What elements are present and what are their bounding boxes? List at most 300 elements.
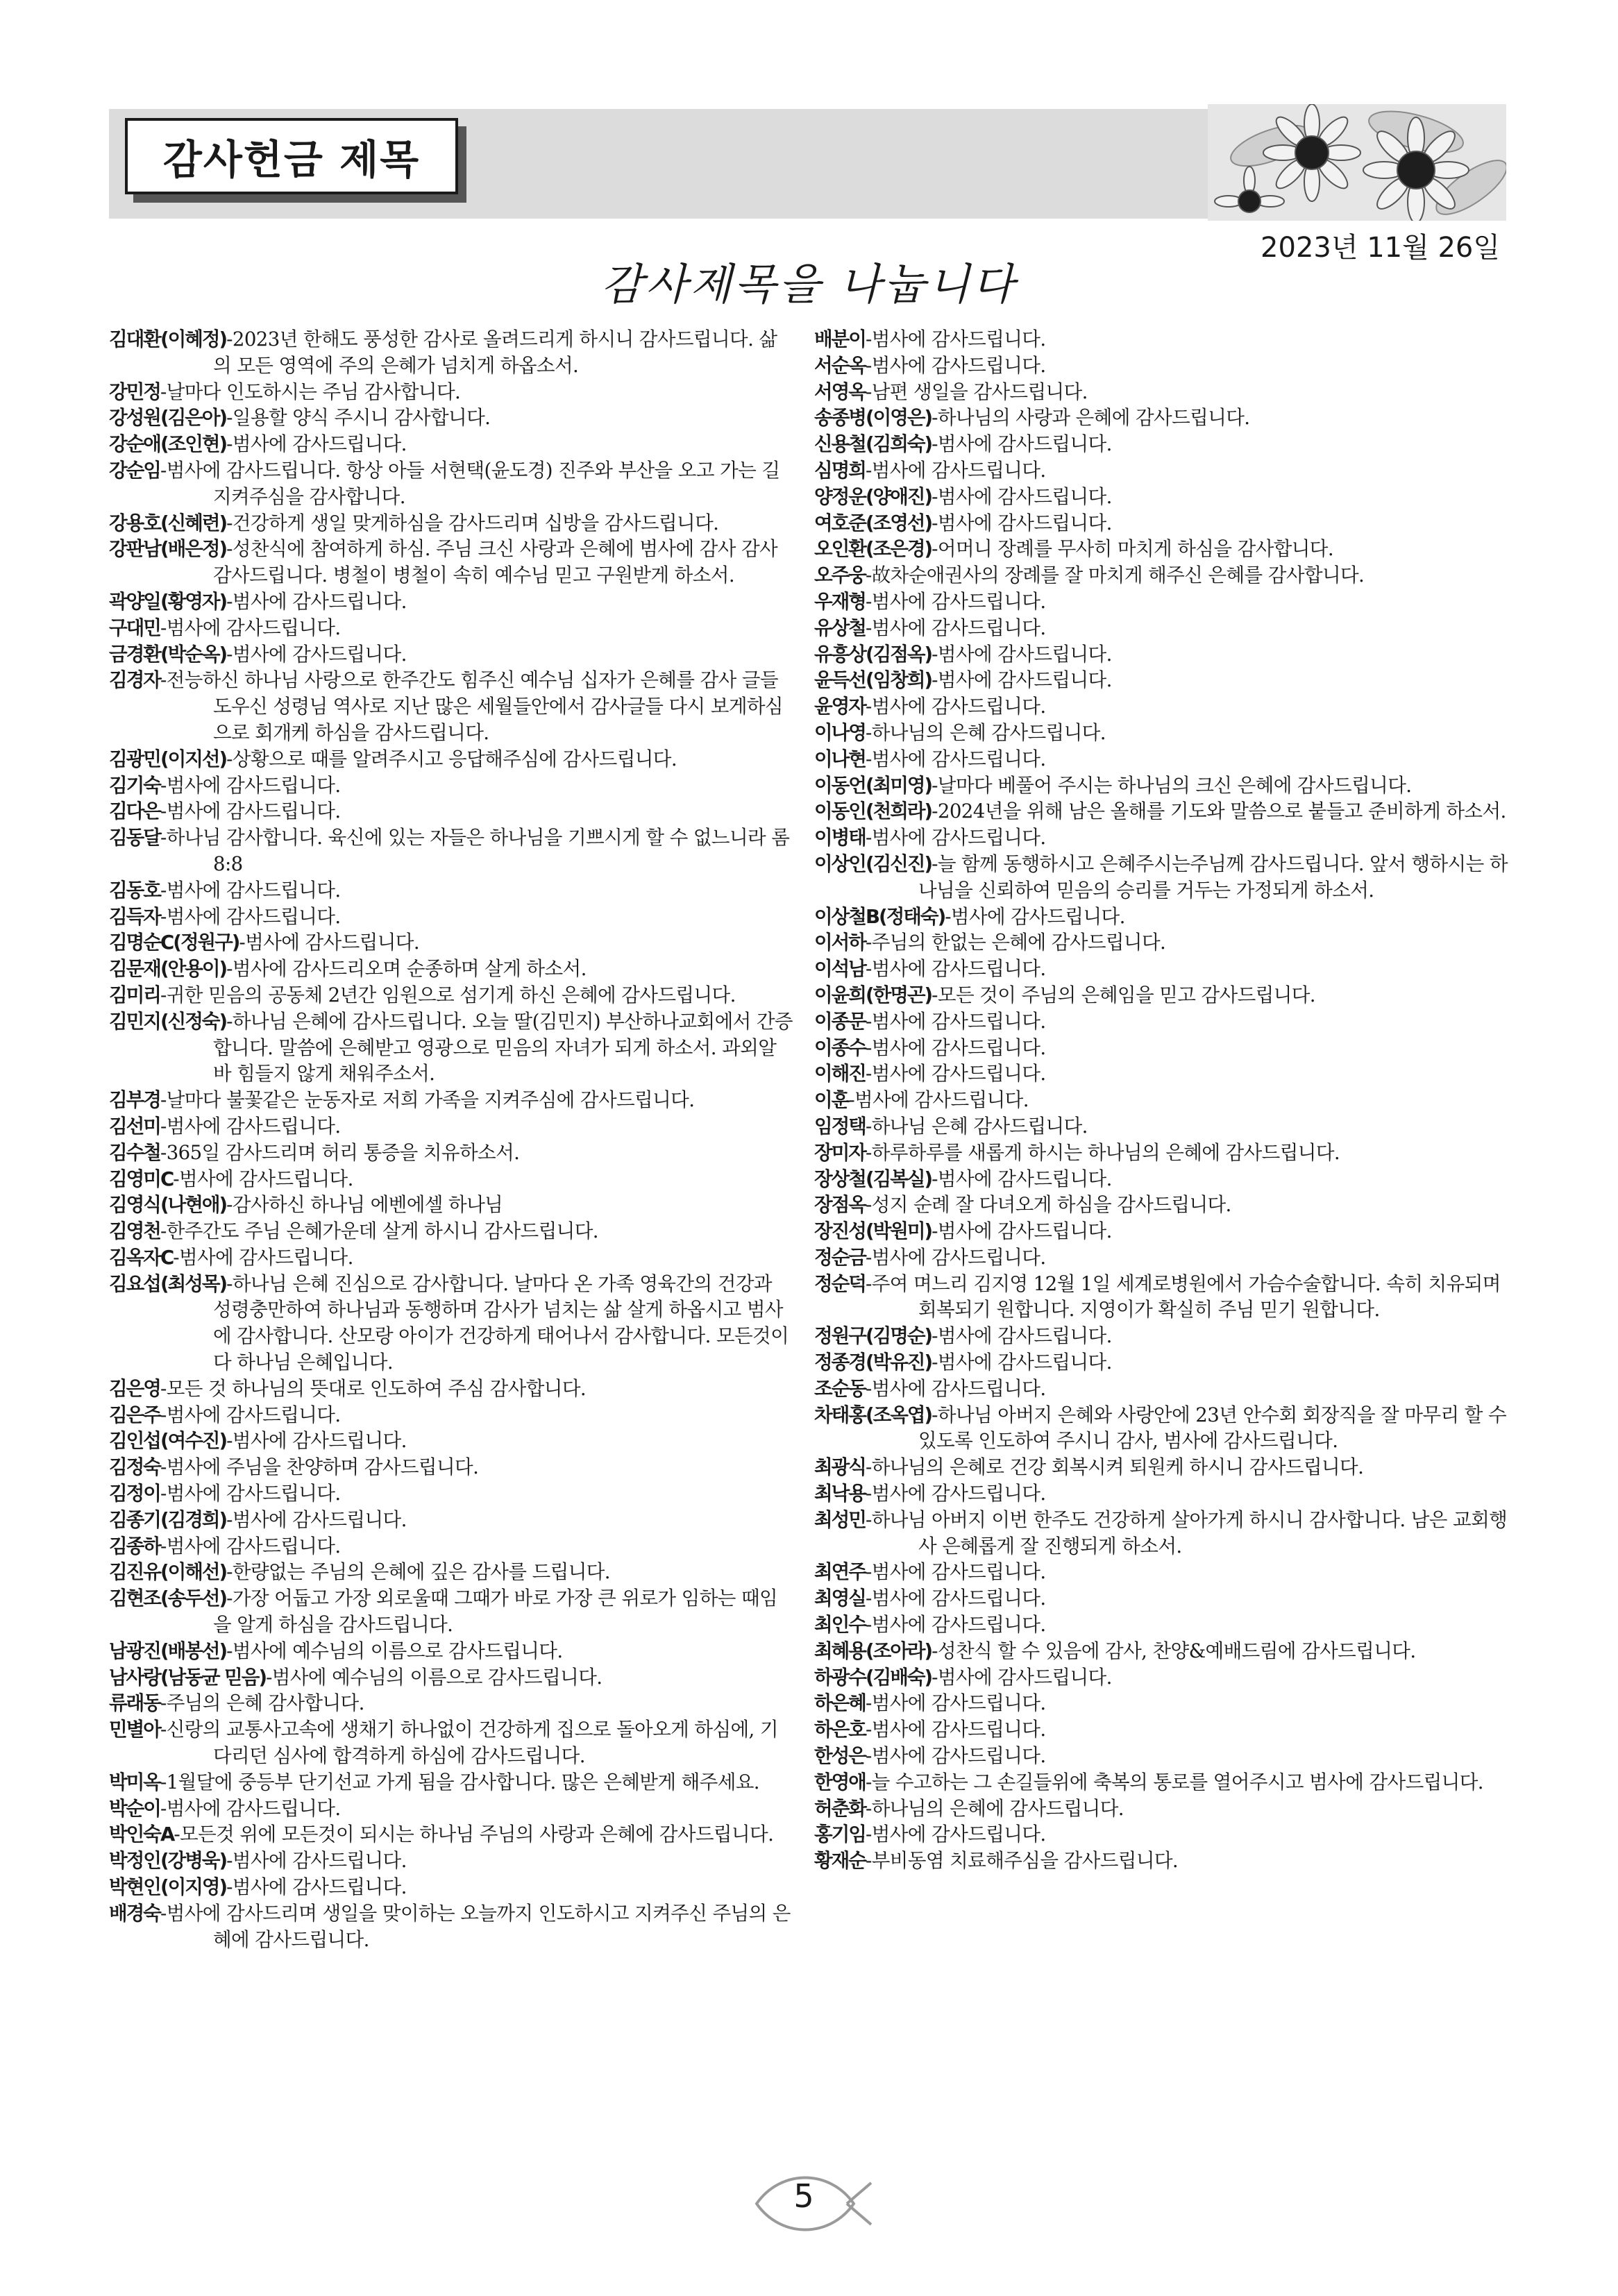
- donor-name: 정순금: [814, 1245, 866, 1269]
- thanksgiving-entry: [109, 536, 793, 589]
- thanksgiving-entry: [109, 1585, 793, 1638]
- bulletin-date: 2023년 11월 26일: [1261, 232, 1500, 264]
- donor-name: 김동달: [109, 826, 160, 850]
- donor-name: 김옥자C: [109, 1245, 174, 1269]
- section-heading: 감사제목을 나눕니다: [601, 259, 1017, 310]
- thanksgiving-entry: [814, 1008, 1508, 1035]
- thanksgiving-entry: [814, 405, 1508, 431]
- thanksgiving-text: -범사에 감사드립니다.: [160, 878, 341, 902]
- thanksgiving-entry: [814, 1690, 1508, 1716]
- donor-name: 김종기(김경희): [109, 1508, 227, 1531]
- thanksgiving-entry: [814, 1140, 1508, 1166]
- thanksgiving-text: -범사에 감사드립니다.: [160, 1482, 341, 1505]
- thanksgiving-text: -범사에 주님을 찬양하며 감사드립니다.: [160, 1455, 479, 1479]
- thanksgiving-entry: [109, 1087, 793, 1113]
- donor-name: 남사랑(남동균 믿음): [109, 1665, 267, 1689]
- donor-name: 김현조(송두선): [109, 1587, 227, 1610]
- thanksgiving-text: -범사에 감사드립니다.: [865, 957, 1046, 981]
- thanksgiving-text: -범사에 감사드립니다.: [865, 616, 1046, 639]
- thanksgiving-text: -성찬식 할 수 있음에 감사, 찬양&예배드림에 감사드립니다.: [932, 1639, 1416, 1662]
- thanksgiving-text: -범사에 감사드립니다.: [865, 1036, 1046, 1059]
- donor-name: 김진유(이해선): [109, 1560, 227, 1584]
- donor-name: 최영실: [814, 1587, 866, 1610]
- thanksgiving-text: -하나님 은혜에 감사드립니다. 오늘 딸(김민지) 부산하나교회에서 간증합니다. 말씀에 은혜받고 영광으로 믿음의 자녀가 되게 하소서. 과외알바 힘들지 않게 채워주소서.: [213, 1009, 793, 1086]
- donor-name: 곽양일(황영자): [109, 589, 227, 613]
- donor-name: 최광식: [814, 1455, 866, 1479]
- thanksgiving-text: -모든 것이 주님의 은혜임을 믿고 감사드립니다.: [932, 983, 1315, 1006]
- thanksgiving-entry: [814, 929, 1508, 956]
- donor-name: 장점옥: [814, 1193, 866, 1217]
- donor-name: 김요섭(최성목): [109, 1272, 227, 1295]
- donor-name: 김민지(신정숙): [109, 1009, 227, 1033]
- donor-name: 이훈: [814, 1088, 849, 1112]
- thanksgiving-text: -범사에 감사드립니다.: [226, 1849, 407, 1873]
- thanksgiving-entry: [109, 1166, 793, 1192]
- thanksgiving-entry: [109, 1821, 793, 1848]
- thanksgiving-entry: [814, 693, 1508, 720]
- thanksgiving-text: -성지 순례 잘 다녀오게 하심을 감사드립니다.: [865, 1193, 1231, 1217]
- donor-name: 김정이: [109, 1482, 160, 1505]
- donor-name: 강순애(조인현): [109, 432, 227, 456]
- thanksgiving-entry: [814, 1480, 1508, 1507]
- thanksgiving-text: -범사에 감사드립니다.: [865, 1009, 1046, 1033]
- thanksgiving-text: -전능하신 하나님 사랑으로 한주간도 힘주신 예수님 십자가 은혜를 감사 글들 도우신 성령님 역사로 지난 많은 세월들안에서 감사글들 다시 보게하심으로 회개케 하심을 감사드립니다.: [160, 668, 783, 744]
- thanksgiving-text: -주여 며느리 김지영 12월 1일 세계로병원에서 가슴수술합니다. 속히 치유되며 회복되기 원합니다. 지영이가 확실히 주님 믿기 원합니다.: [865, 1272, 1501, 1322]
- donor-name: 하광수(김배숙): [814, 1665, 932, 1689]
- thanksgiving-text: -범사에 예수님의 이름으로 감사드립니다.: [266, 1665, 602, 1689]
- donor-name: 박순이: [109, 1796, 160, 1820]
- donor-name: 남광진(배봉선): [109, 1639, 227, 1662]
- donor-name: 최혜용(조아라): [814, 1639, 932, 1662]
- donor-name: 김정숙: [109, 1455, 160, 1479]
- donor-name: 김종하: [109, 1534, 160, 1558]
- thanksgiving-text: -범사에 감사드립니다.: [865, 1823, 1046, 1846]
- donor-name: 홍기임: [814, 1823, 866, 1846]
- thanksgiving-text: -범사에 감사드립니다.: [160, 1114, 341, 1138]
- thanksgiving-text: -범사에 감사드립니다.: [865, 353, 1046, 377]
- thanksgiving-entry: [109, 405, 793, 431]
- donor-name: 강성원(김은아): [109, 406, 227, 430]
- donor-name: 김수철: [109, 1140, 160, 1164]
- donor-name: 금경환(박순옥): [109, 642, 227, 666]
- thanksgiving-entry: [109, 1140, 793, 1166]
- donor-name: 김은영: [109, 1376, 160, 1400]
- thanksgiving-text: -범사에 감사드립니다.: [160, 1403, 341, 1426]
- thanksgiving-entry: [814, 1507, 1508, 1560]
- donor-name: 이서하: [814, 931, 866, 954]
- thanksgiving-entry: [109, 1638, 793, 1664]
- thanksgiving-text: -늘 함께 동행하시고 은혜주시는주님께 감사드립니다. 앞서 행하시는 하나님을 신뢰하여 믿음의 승리를 거두는 가정되게 하소서.: [918, 852, 1508, 902]
- thanksgiving-entry: [814, 720, 1508, 746]
- thanksgiving-text: -하나님 감사합니다. 육신에 있는 자들은 하나님을 기쁘시게 할 수 없느니라 롬 8:8: [160, 826, 790, 875]
- thanksgiving-text: -건강하게 생일 맞게하심을 감사드리며 십방을 감사드립니다.: [226, 511, 719, 534]
- thanksgiving-entry: [814, 1192, 1508, 1218]
- thanksgiving-text: -범사에 감사드립니다.: [865, 1691, 1046, 1715]
- thanksgiving-entry: [109, 1113, 793, 1140]
- thanksgiving-text: -범사에 감사드립니다.: [865, 589, 1046, 613]
- thanksgiving-entry: [109, 1192, 793, 1218]
- donor-name: 강민정: [109, 380, 160, 403]
- thanksgiving-text: -범사에 감사드립니다.: [160, 1534, 341, 1558]
- thanksgiving-text: -주님의 한없는 은혜에 감사드립니다.: [865, 931, 1166, 954]
- sunflower-illustration: [1208, 104, 1506, 221]
- thanksgiving-entry: [814, 1402, 1508, 1455]
- thanksgiving-entry: [814, 746, 1508, 773]
- page-number: 5: [793, 2177, 814, 2215]
- donor-name: 여호준(조영선): [814, 511, 932, 534]
- thanksgiving-entry: [109, 431, 793, 457]
- donor-name: 최연주: [814, 1560, 866, 1584]
- thanksgiving-text: -범사에 감사드립니다.: [865, 826, 1046, 850]
- thanksgiving-text: -하나님 아버지 이번 한주도 건강하게 살아가게 하시니 감사합니다. 남은 교회행사 은혜롭게 잘 진행되게 하소서.: [865, 1508, 1508, 1558]
- donor-name: 서영옥: [814, 380, 866, 403]
- thanksgiving-text: -범사에 감사드립니다.: [160, 1796, 341, 1820]
- donor-name: 최낙용: [814, 1482, 866, 1505]
- donor-name: 하은호: [814, 1718, 866, 1741]
- donor-name: 강판남(배은정): [109, 537, 227, 561]
- thanksgiving-text: -성찬식에 참여하게 하심. 주님 크신 사랑과 은혜에 범사에 감사 감사 감사드립니다. 병철이 병철이 속히 예수님 믿고 구원받게 하소서.: [213, 537, 778, 587]
- thanksgiving-entry: [814, 1166, 1508, 1192]
- thanksgiving-entry: [814, 1612, 1508, 1638]
- thanksgiving-entry: [814, 1244, 1508, 1271]
- thanksgiving-text: -가장 어둡고 가장 외로울때 그때가 바로 가장 큰 위로가 임하는 때임을 알게 하심을 감사드립니다.: [213, 1587, 778, 1637]
- thanksgiving-entry: [814, 1113, 1508, 1140]
- donor-name: 이병태: [814, 826, 866, 850]
- thanksgiving-text: -범사에 감사드립니다.: [932, 432, 1112, 456]
- donor-name: 이윤희(한명곤): [814, 983, 932, 1006]
- thanksgiving-text: -범사에 감사드립니다.: [865, 1482, 1046, 1505]
- thanksgiving-text: -날마다 베풀어 주시는 하나님의 크신 은혜에 감사드립니다.: [932, 773, 1412, 797]
- donor-name: 구대민: [109, 616, 160, 639]
- thanksgiving-text: -365일 감사드리며 허리 통증을 치유하소서.: [160, 1140, 520, 1164]
- thanksgiving-text: -남편 생일을 감사드립니다.: [865, 380, 1088, 403]
- thanksgiving-entry: [109, 379, 793, 405]
- thanksgiving-text: -주님의 은혜 감사합니다.: [160, 1691, 364, 1715]
- thanksgiving-text: -범사에 감사드립니다.: [865, 458, 1046, 482]
- donor-name: 이나현: [814, 747, 866, 770]
- thanksgiving-entry: [814, 1821, 1508, 1848]
- thanksgiving-text: -날마다 인도하시는 주님 감사합니다.: [160, 380, 461, 403]
- thanksgiving-text: -범사에 감사드립니다.: [932, 511, 1112, 534]
- donor-name: 서순옥: [814, 353, 866, 377]
- thanksgiving-text: -감사하신 하나님 에벤에셀 하나님: [226, 1193, 503, 1217]
- thanksgiving-text: -범사에 감사드립니다.: [173, 1245, 353, 1269]
- thanksgiving-text: -어머니 장례를 무사히 마치게 하심을 감사합니다.: [932, 537, 1334, 561]
- thanksgiving-text: -2023년 한해도 풍성한 감사로 올려드리게 하시니 감사드립니다. 삶의 모든 영역에 주의 은혜가 넘치게 하옵소서.: [213, 328, 777, 377]
- donor-name: 박정인(강병욱): [109, 1849, 227, 1873]
- thanksgiving-entry: [814, 536, 1508, 562]
- thanksgiving-text: -범사에 감사드립니다. 항상 아들 서현택(윤도경) 진주와 부산을 오고 가는 길 지켜주심을 감사합니다.: [160, 458, 780, 508]
- donor-name: 김다은: [109, 800, 160, 823]
- donor-name: 정원구(김명순): [814, 1324, 932, 1348]
- donor-name: 이종문: [814, 1009, 866, 1033]
- thanksgiving-entry: [109, 1900, 793, 1953]
- donor-name: 배분이: [814, 328, 866, 351]
- thanksgiving-entry: [814, 1796, 1508, 1822]
- donor-name: 양정운(양애진): [814, 484, 932, 508]
- thanksgiving-entry: [109, 1454, 793, 1480]
- donor-name: 정순덕: [814, 1272, 866, 1295]
- donor-name: 김대환(이혜정): [109, 328, 227, 351]
- thanksgiving-entry: [814, 667, 1508, 693]
- thanksgiving-entry: [814, 326, 1508, 353]
- thanksgiving-text: -범사에 감사드리며 생일을 맞이하는 오늘까지 인도하시고 지켜주신 주님의 은혜에 감사드립니다.: [160, 1901, 791, 1951]
- thanksgiving-text: -범사에 감사드립니다.: [932, 1167, 1112, 1190]
- thanksgiving-entry: [109, 589, 793, 615]
- thanksgiving-entry: [814, 1035, 1508, 1061]
- thanksgiving-entry: [814, 1638, 1508, 1664]
- thanksgiving-text: -1월달에 중등부 단기선교 가게 됨을 감사합니다. 많은 은혜받게 해주세요.: [160, 1770, 759, 1793]
- thanksgiving-entry: [109, 1848, 793, 1874]
- thanksgiving-entry: [109, 1402, 793, 1428]
- donor-name: 유흥상(김점옥): [814, 642, 932, 666]
- donor-name: 이나영: [814, 720, 866, 744]
- thanksgiving-text: -범사에 감사드립니다.: [239, 931, 419, 954]
- thanksgiving-text: -범사에 감사드립니다.: [160, 616, 341, 639]
- donor-name: 이석남: [814, 957, 866, 981]
- donor-name: 김영미C: [109, 1167, 174, 1190]
- thanksgiving-entry: [109, 326, 793, 379]
- donor-name: 우재형: [814, 589, 866, 613]
- thanksgiving-entry: [109, 1559, 793, 1585]
- donor-name: 윤영자: [814, 695, 866, 718]
- thanksgiving-text: -하나님의 은혜 감사드립니다.: [865, 720, 1106, 744]
- donor-name: 허춘화: [814, 1796, 866, 1820]
- thanksgiving-text: -모든 것 하나님의 뜻대로 인도하여 주심 감사합니다.: [160, 1376, 587, 1400]
- thanksgiving-text: -범사에 감사드립니다.: [932, 484, 1112, 508]
- thanksgiving-entry: [814, 1323, 1508, 1349]
- donor-name: 김득자: [109, 904, 160, 928]
- donor-name: 이상인(김신진): [814, 852, 932, 875]
- thanksgiving-text: -범사에 감사드립니다.: [865, 695, 1046, 718]
- thanksgiving-entry: [109, 1533, 793, 1560]
- thanksgiving-entry: [814, 431, 1508, 457]
- donor-name: 김인섭(여수진): [109, 1429, 227, 1453]
- thanksgiving-text: -범사에 감사드립니다.: [865, 747, 1046, 770]
- thanksgiving-entry: [109, 1874, 793, 1900]
- donor-name: 박인숙A: [109, 1823, 174, 1846]
- thanksgiving-text: -범사에 감사드립니다.: [160, 800, 341, 823]
- thanksgiving-text: -범사에 감사드립니다.: [865, 1245, 1046, 1269]
- thanksgiving-text: -범사에 감사드립니다.: [865, 1718, 1046, 1741]
- thanksgiving-entry: [814, 1376, 1508, 1402]
- donor-name: 장상철(김복실): [814, 1167, 932, 1190]
- thanksgiving-text: -한량없는 주님의 은혜에 깊은 감사를 드립니다.: [226, 1560, 610, 1584]
- donor-name: 김광민(이지선): [109, 747, 227, 770]
- donor-name: 김명순C(정원구): [109, 931, 239, 954]
- donor-name: 배경숙: [109, 1901, 160, 1925]
- donor-name: 하은혜: [814, 1691, 866, 1715]
- donor-name: 민별아: [109, 1718, 160, 1741]
- thanksgiving-text: -하나님의 은혜로 건강 회복시켜 퇴원케 하시니 감사드립니다.: [865, 1455, 1364, 1479]
- thanksgiving-entry: [814, 798, 1508, 825]
- thanksgiving-entry: [814, 510, 1508, 537]
- thanksgiving-entry: [109, 510, 793, 537]
- thanksgiving-entry: [814, 1716, 1508, 1743]
- thanksgiving-text: -하나님 은혜 감사드립니다.: [865, 1114, 1088, 1138]
- thanksgiving-text: -故차순애권사의 장례를 잘 마치게 해주신 은혜를 감사합니다.: [865, 564, 1365, 587]
- donor-name: 장미자: [814, 1140, 866, 1164]
- thanksgiving-entry: [814, 1664, 1508, 1691]
- thanksgiving-text: -범사에 감사드립니다.: [865, 1744, 1046, 1768]
- thanksgiving-text: -범사에 감사드립니다.: [848, 1088, 1029, 1112]
- thanksgiving-entry: [814, 1271, 1508, 1324]
- thanksgiving-entry: [814, 641, 1508, 668]
- donor-name: 오인환(조은경): [814, 537, 932, 561]
- thanksgiving-text: -범사에 감사드립니다.: [160, 904, 341, 928]
- thanksgiving-text: -범사에 예수님의 이름으로 감사드립니다.: [226, 1639, 563, 1662]
- donor-name: 신용철(김희숙): [814, 432, 932, 456]
- donor-name: 이종수: [814, 1036, 866, 1059]
- thanksgiving-text: -범사에 감사드립니다.: [865, 1376, 1046, 1400]
- thanksgiving-entry: [814, 1848, 1508, 1874]
- thanksgiving-entry: [814, 982, 1508, 1008]
- thanksgiving-entry: [814, 1087, 1508, 1113]
- thanksgiving-entry: [814, 1769, 1508, 1796]
- thanksgiving-entry: [109, 1376, 793, 1402]
- thanksgiving-text: -범사에 감사드립니다.: [932, 1665, 1112, 1689]
- thanksgiving-text: -범사에 감사드립니다.: [945, 904, 1125, 928]
- donor-name: 박현인(이지영): [109, 1875, 227, 1899]
- donor-name: 김경자: [109, 668, 160, 692]
- thanksgiving-text: -범사에 감사드립니다.: [932, 1351, 1112, 1374]
- thanksgiving-entry: [814, 457, 1508, 484]
- thanksgiving-text: -하나님 아버지 은혜와 사랑안에 23년 안수회 회장직을 잘 마무리 할 수 있도록 인도하여 주시니 감사, 범사에 감사드립니다.: [918, 1403, 1507, 1453]
- donor-name: 유상철: [814, 616, 866, 639]
- thanksgiving-entry: [814, 1218, 1508, 1244]
- thanksgiving-entry: [814, 1061, 1508, 1087]
- thanksgiving-entry: [814, 379, 1508, 405]
- donor-name: 이상철B(정태숙): [814, 904, 945, 928]
- thanksgiving-text: -귀한 믿음의 공동체 2년간 임원으로 섬기게 하신 은혜에 감사드립니다.: [160, 983, 736, 1006]
- donor-name: 김영천: [109, 1219, 160, 1243]
- thanksgiving-text: -하나님 은혜 진심으로 감사합니다. 날마다 온 가족 영육간의 건강과 성령충만하여 하나님과 동행하며 감사가 넘치는 삶 살게 하옵시고 범사에 감사합니다. 산모랑 아이가 건강하게 태어나서 감사합니다. 모든것이 다 하나님 은혜입니다.: [213, 1272, 789, 1374]
- thanksgiving-entry: [814, 353, 1508, 379]
- thanksgiving-entry: [109, 982, 793, 1008]
- donor-name: 김은주: [109, 1403, 160, 1426]
- donor-name: 김동호: [109, 878, 160, 902]
- donor-name: 최성민: [814, 1508, 866, 1531]
- thanksgiving-entry: [109, 1480, 793, 1507]
- thanksgiving-text: -범사에 감사드립니다.: [865, 1587, 1046, 1610]
- thanksgiving-entry: [109, 1008, 793, 1087]
- thanksgiving-entry: [109, 1507, 793, 1533]
- donor-name: 김기숙: [109, 773, 160, 797]
- thanksgiving-entry: [109, 457, 793, 510]
- thanksgiving-text: -부비동염 치료해주심을 감사드립니다.: [865, 1849, 1179, 1873]
- thanksgiving-entry: [814, 1743, 1508, 1769]
- thanksgiving-entry: [109, 825, 793, 877]
- thanksgiving-entry: [814, 615, 1508, 641]
- donor-name: 김부경: [109, 1088, 160, 1112]
- thanksgiving-entry: [814, 773, 1508, 799]
- donor-name: 김선미: [109, 1114, 160, 1138]
- thanksgiving-list-right: [814, 326, 1508, 1874]
- donor-name: 박미옥: [109, 1770, 160, 1793]
- thanksgiving-text: -늘 수고하는 그 손길들위에 축복의 통로를 열어주시고 범사에 감사드립니다.: [865, 1770, 1483, 1793]
- donor-name: 황재순: [814, 1849, 866, 1873]
- title-box: [125, 118, 458, 194]
- thanksgiving-entry: [109, 1428, 793, 1454]
- thanksgiving-text: -범사에 감사드립니다.: [932, 1219, 1112, 1243]
- thanksgiving-entry: [814, 589, 1508, 615]
- thanksgiving-entry: [109, 1218, 793, 1244]
- donor-name: 한성은: [814, 1744, 866, 1768]
- thanksgiving-entry: [109, 773, 793, 799]
- donor-name: 송종병(이영은): [814, 406, 932, 430]
- thanksgiving-entry: [109, 1769, 793, 1796]
- thanksgiving-entry: [109, 1244, 793, 1271]
- thanksgiving-text: -범사에 감사드립니다.: [865, 328, 1046, 351]
- thanksgiving-text: -하루하루를 새롭게 하시는 하나님의 은혜에 감사드립니다.: [865, 1140, 1340, 1164]
- thanksgiving-entry: [109, 1664, 793, 1691]
- thanksgiving-entry: [109, 615, 793, 641]
- donor-name: 최인수: [814, 1613, 866, 1637]
- thanksgiving-text: -범사에 감사드립니다.: [932, 1324, 1112, 1348]
- donor-name: 조순동: [814, 1376, 866, 1400]
- donor-name: 임정택: [814, 1114, 866, 1138]
- donor-name: 김영식(나현애): [109, 1193, 227, 1217]
- donor-name: 장진성(박원미): [814, 1219, 932, 1243]
- thanksgiving-entry: [109, 798, 793, 825]
- thanksgiving-entry: [109, 1690, 793, 1716]
- thanksgiving-text: -범사에 감사드립니다.: [173, 1167, 353, 1190]
- page-title: 감사헌금 제목: [162, 136, 421, 183]
- thanksgiving-entry: [109, 1716, 793, 1769]
- donor-name: 심명희: [814, 458, 866, 482]
- thanksgiving-text: -모든것 위에 모든것이 되시는 하나님 주님의 사랑과 은혜에 감사드립니다.: [174, 1823, 774, 1846]
- thanksgiving-text: -범사에 감사드립니다.: [865, 1560, 1046, 1584]
- thanksgiving-text: -2024년을 위해 남은 올해를 기도와 말씀으로 붙들고 준비하게 하소서.: [932, 800, 1506, 823]
- thanksgiving-list-left: [109, 326, 793, 1952]
- donor-name: 한영애: [814, 1770, 866, 1793]
- donor-name: 강순임: [109, 458, 160, 482]
- donor-name: 이동인(천희라): [814, 800, 932, 823]
- donor-name: 김미리: [109, 983, 160, 1006]
- thanksgiving-entry: [109, 667, 793, 745]
- thanksgiving-text: -날마다 불꽃같은 눈동자로 저희 가족을 지켜주심에 감사드립니다.: [160, 1088, 695, 1112]
- donor-name: 윤득선(임창희): [814, 668, 932, 692]
- thanksgiving-entry: [814, 904, 1508, 930]
- donor-name: 이동언(최미영): [814, 773, 932, 797]
- thanksgiving-text: -하나님의 사랑과 은혜에 감사드립니다.: [932, 406, 1250, 430]
- thanksgiving-text: -범사에 감사드립니다.: [932, 668, 1112, 692]
- thanksgiving-text: -범사에 감사드립니다.: [865, 1613, 1046, 1637]
- thanksgiving-text: -범사에 감사드립니다.: [160, 773, 341, 797]
- thanksgiving-text: -일용할 양식 주시니 감사합니다.: [226, 406, 491, 430]
- thanksgiving-text: -범사에 감사드립니다.: [226, 1508, 407, 1531]
- thanksgiving-entry: [814, 562, 1508, 589]
- donor-name: 김문재(안용이): [109, 957, 227, 981]
- thanksgiving-text: -상황으로 때를 알려주시고 응답해주심에 감사드립니다.: [226, 747, 677, 770]
- thanksgiving-text: -범사에 감사드립니다.: [865, 1062, 1046, 1086]
- thanksgiving-entry: [109, 641, 793, 668]
- thanksgiving-text: -범사에 감사드립니다.: [226, 642, 407, 666]
- donor-name: 차태홍(조옥엽): [814, 1403, 932, 1426]
- donor-name: 류래동: [109, 1691, 160, 1715]
- thanksgiving-text: -한주간도 주님 은혜가운데 살게 하시니 감사드립니다.: [160, 1219, 598, 1243]
- thanksgiving-entry: [814, 825, 1508, 851]
- donor-name: 오주웅: [814, 564, 866, 587]
- thanksgiving-entry: [814, 1349, 1508, 1376]
- thanksgiving-text: -범사에 감사드립니다.: [226, 589, 407, 613]
- donor-name: 정종경(박유진): [814, 1351, 932, 1374]
- thanksgiving-entry: [109, 1796, 793, 1822]
- thanksgiving-entry: [109, 746, 793, 773]
- thanksgiving-entry: [109, 929, 793, 956]
- thanksgiving-text: -범사에 감사드리오며 순종하며 살게 하소서.: [226, 957, 587, 981]
- thanksgiving-text: -범사에 감사드립니다.: [226, 1429, 407, 1453]
